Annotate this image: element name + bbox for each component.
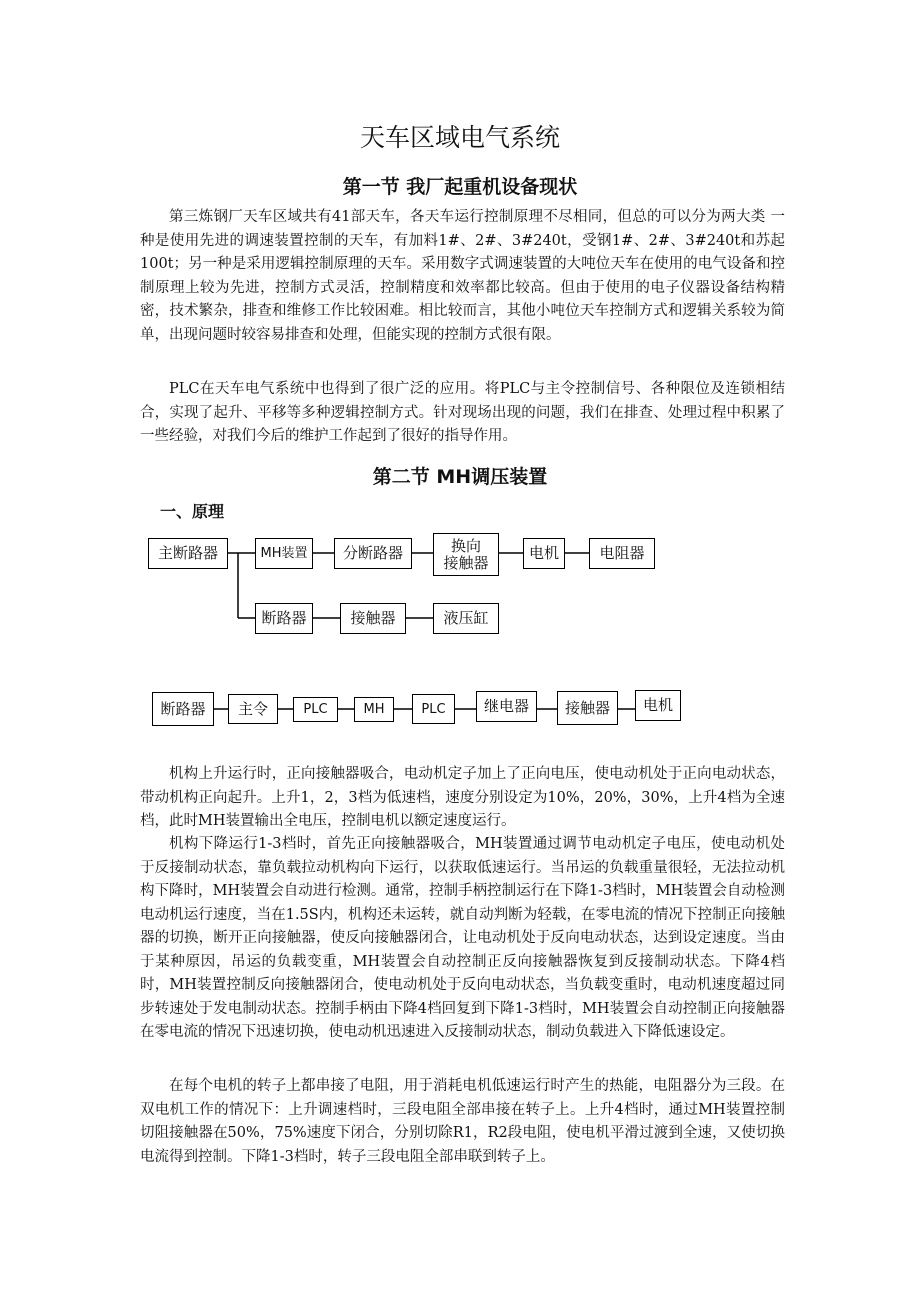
section1-heading: 第一节 我厂起重机设备现状 — [342, 176, 578, 198]
section2-paragraph1: 机构上升运行时，正向接触器吸合，电动机定子加上了正向电压，使电动机处于正向电动状态，带动机构正向起升。上升1，2，3档为低速档，速度分别设定为10%，20%，30%，上升4档为全速档，此时MH装置输出全电压，控制电机以额定速度运行。 — [140, 766, 785, 829]
box-reversing-contactor: 换向 接触器 — [433, 533, 499, 576]
section1-paragraph2: PLC在天车电气系统中也得到了很广泛的应用。将PLC与主令控制信号、各种限位及连锁相结合，实现了起升、平移等多种逻辑控制方式。针对现场出现的问题，我们在排查、处理过程中积累了一些经验，对我们今后的维护工作起到了很好的指导作用。 — [140, 381, 785, 444]
box-mh: MH — [354, 697, 394, 722]
section2-paragraph2: 机构下降运行1-3档时，首先正向接触器吸合，MH装置通过调节电动机定子电压，使电动机处于反接制动状态，靠负载拉动机构向下运行，以获取低速运行。当吊运的负载重量很轻，无法拉动机构下降时，MH装置会自动进行检测。通常，控制手柄控制运行在下降1-3档时，MH装置会自动检测电动机运行速度，当在1.5S内，机构还未运转，就自动判断为轻载，在零电流的情况下控制正向接触器的切换，断开正向接触器，使反向接触器闭合，让电动机处于反向电动状态，达到设定速度。当由于某种原因，吊运的负载变重，MH装置会自动控制正反向接触器恢复到反接制动状态。下降4档时，MH装置控制反向接触器闭合，使电动机处于反向电动状态，当负载变重时，电动机速度超过同步转速处于发电制动状态。控制手柄由下降4档回复到下降1-3档时，MH装置会自动控制正向接触器在零电流的情况下迅速切换，使电动机迅速进入反接制动状态，制动负载进入下降低速设定。 — [140, 836, 785, 1040]
subsection-principle: 一、原理 — [160, 502, 225, 521]
box-breaker: 断路器 — [255, 603, 313, 634]
box-plc-1: PLC — [293, 697, 338, 722]
box-contactor: 接触器 — [340, 603, 406, 634]
section1-paragraph1: 第三炼钢厂天车区域共有41部天车，各天车运行控制原理不尽相同，但总的可以分为两大类 一种是使用先进的调速装置控制的天车，有加料1#、2#、3#240t，受钢1#、2#、3#240t和苏起100t；另一种是采用逻辑控制原理的天车。采用数字式调速装置的大吨位天车在使用的电气设备和控制原理上较为先进，控制方式灵活，控制精度和效率都比较高。但由于使用的电子仪器设备结构精密，技术繁杂，排查和维修工作比较困难。相比较而言，其他小吨位天车控制方式和逻辑关系较为简单，出现问题时较容易排查和处理，但能实现的控制方式很有限。 — [140, 209, 785, 343]
box-master-controller: 主令 — [228, 694, 278, 724]
box-plc-2: PLC — [412, 694, 455, 724]
document-title: 天车区域电气系统 — [359, 123, 560, 152]
box-relay: 继电器 — [476, 691, 537, 722]
box-resistor: 电阻器 — [589, 538, 655, 569]
box-contactor-2: 接触器 — [557, 691, 618, 725]
box-hydraulic-cylinder: 液压缸 — [433, 603, 499, 634]
section2-heading: 第二节 MH调压装置 — [372, 466, 548, 488]
box-motor-2: 电机 — [635, 690, 681, 721]
box-breaker-2: 断路器 — [152, 692, 214, 726]
box-main-breaker: 主断路器 — [148, 538, 228, 569]
box-mh-device: MH装置 — [255, 538, 313, 569]
section2-paragraph3: 在每个电机的转子上都串接了电阻，用于消耗电机低速运行时产生的热能，电阻器分为三段。在双电机工作的情况下：上升调速档时，三段电阻全部串接在转子上。上升4档时，通过MH装置控制切阻接触器在50%，75%速度下闭合，分别切除R1，R2段电阻，使电机平滑过渡到全速，又使切换电流得到控制。下降1-3档时，转子三段电阻全部串联到转子上。 — [140, 1078, 785, 1165]
box-sub-breaker: 分断路器 — [334, 538, 412, 569]
box-motor: 电机 — [523, 538, 565, 569]
